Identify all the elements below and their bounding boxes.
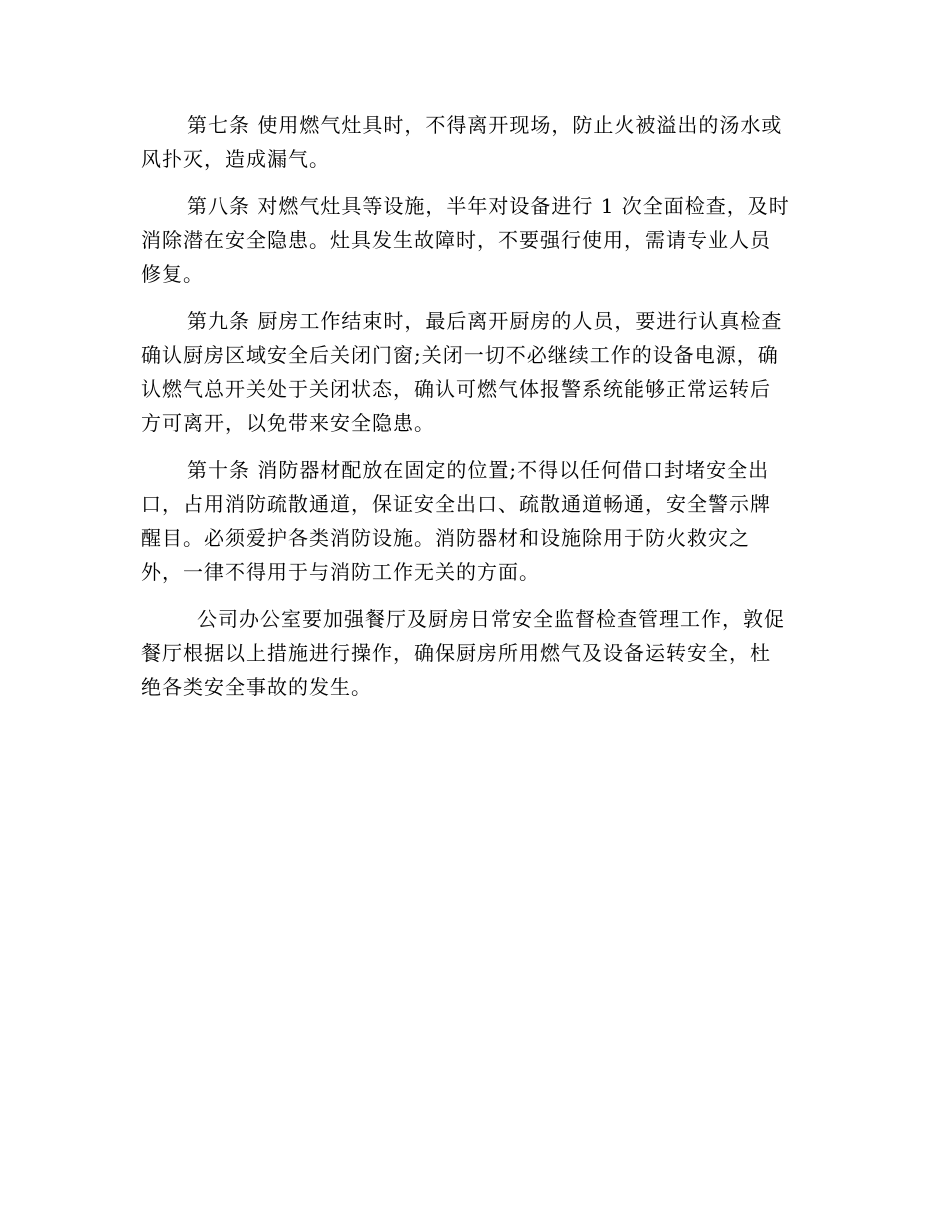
paragraph-line: 风扑灭，造成漏气。	[141, 147, 330, 171]
document-body	[141, 108, 806, 717]
paragraph-line: 公司办公室要加强餐厅及厨房日常安全监督检查管理工作，敦促	[197, 607, 785, 631]
paragraph-line: 方可离开，以免带来安全隐患。	[141, 411, 435, 435]
paragraph-line: 确认厨房区域安全后关闭门窗;关闭一切不必继续工作的设备电源，确	[141, 343, 779, 367]
paragraph-line: 外，一律不得用于与消防工作无关的方面。	[141, 560, 540, 584]
paragraph-line: 第七条 使用燃气灶具时，不得离开现场，防止火被溢出的汤水或	[187, 113, 783, 137]
paragraph-line: 认燃气总开关处于关闭状态，确认可燃气体报警系统能够正常运转后	[141, 377, 771, 401]
paragraph-line: 醒目。必须爱护各类消防设施。消防器材和设施除用于防火救灾之	[141, 526, 750, 550]
paragraph-line: 消除潜在安全隐患。灶具发生故障时，不要强行使用，需请专业人员	[141, 228, 771, 252]
paragraph-line: 第九条 厨房工作结束时，最后离开厨房的人员，要进行认真检查	[187, 309, 783, 333]
article-10-paragraph	[141, 453, 806, 589]
closing-paragraph	[141, 602, 806, 704]
article-9-paragraph	[141, 304, 806, 440]
paragraph-line: 第十条 消防器材配放在固定的位置;不得以任何借口封堵安全出	[187, 458, 770, 482]
paragraph-line: 修复。	[141, 262, 204, 286]
paragraph-line: 绝各类安全事故的发生。	[141, 675, 372, 699]
paragraph-line: 第八条 对燃气灶具等设施，半年对设备进行 1 次全面检查，及时	[187, 194, 790, 218]
paragraph-line: 口，占用消防疏散通道，保证安全出口、疏散通道畅通，安全警示牌	[141, 492, 771, 516]
article-8-paragraph	[141, 189, 806, 291]
paragraph-line: 餐厅根据以上措施进行操作，确保厨房所用燃气及设备运转安全，杜	[141, 641, 771, 665]
article-7-paragraph	[141, 108, 806, 176]
